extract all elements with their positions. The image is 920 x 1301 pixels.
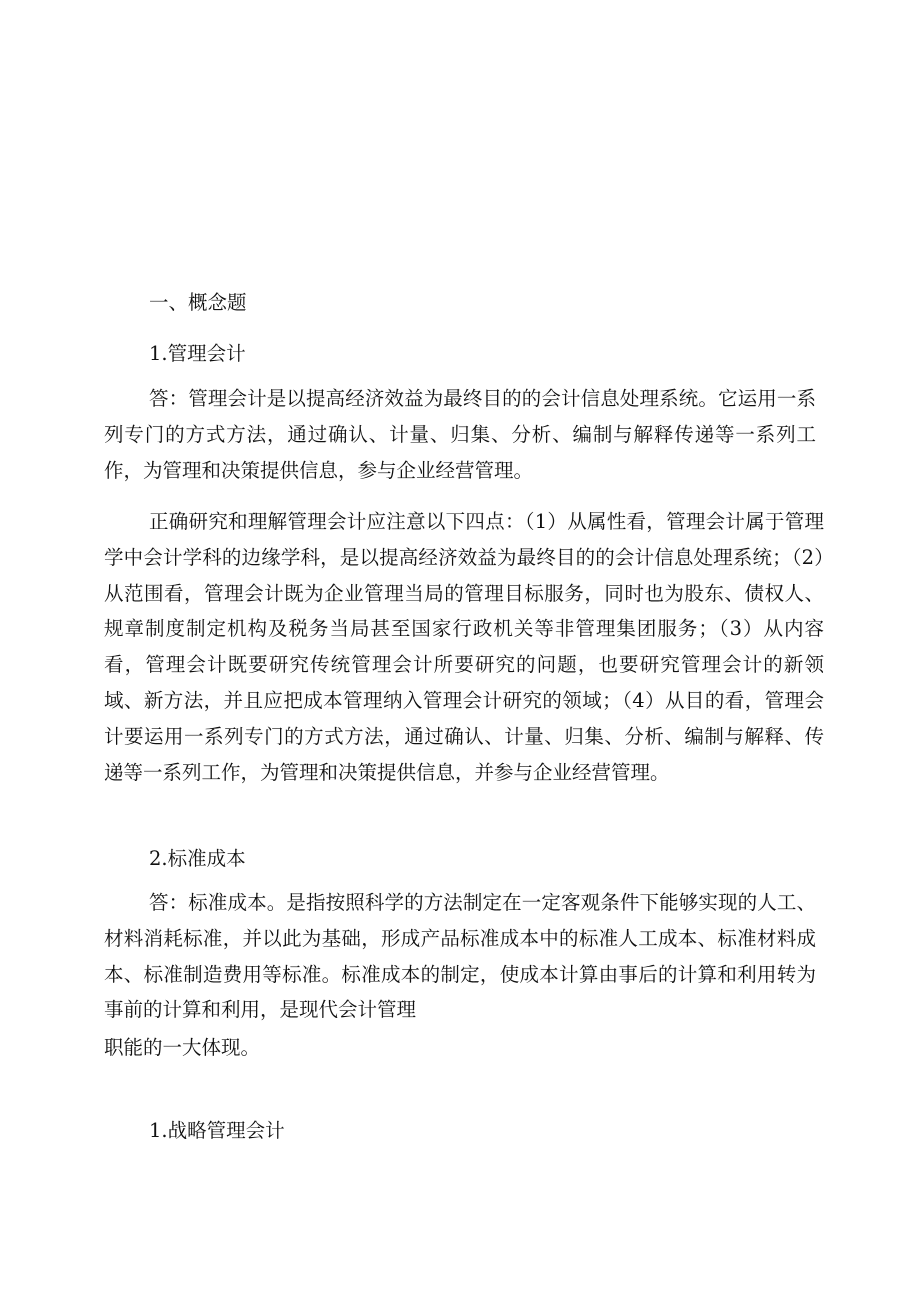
item-title-standard-cost: 2.标准成本 [149,847,246,870]
explanation-management-accounting: 正确研究和理解管理会计应注意以下四点：（1）从属性看，管理会计属于管理学中会计学科的边缘学科，是以提高经济效益为最终目的的会计信息处理系统；（2）从范围看，管理会计既为企业管理当局的管理目标服务，同时也为股东、债权人、规章制度制定机构及税务当局甚至国家行政机关等非管理集团服务；（3）从内容看，管理会计既要研究传统管理会计所要研究的问题，也要研究管理会计的新领域、新方法，并且应把成本管理纳入管理会计研究的领域；（4）从目的看，管理会计要运用一系列专门的方式方法，通过确认、计量、归集、分析、编制与解释、传递等一系列工作，为管理和决策提供信息，并参与企业经营管理。 [104,510,824,784]
answer-standard-cost: 答：标准成本。是指按照科学的方法制定在一定客观条件下能够实现的人工、材料消耗标准，并以此为基础，形成产品标准成本中的标准人工成本、标准材料成本、标准制造费用等标准。标准成本的制定，使成本计算由事后的计算和利用转为事前的计算和利用，是现代会计管理 [104,891,816,1022]
item-title-management-accounting: 1.管理会计 [149,342,246,365]
item-title-strategic-management-accounting: 1.战略管理会计 [149,1119,285,1142]
answer-management-accounting: 答：管理会计是以提高经济效益为最终目的的会计信息处理系统。它运用一系列专门的方式方法，通过确认、计量、归集、分析、编制与解释传递等一系列工作，为管理和决策提供信息，参与企业经营管理。 [104,387,816,482]
answer-standard-cost-tail: 职能的一大体现。 [104,1036,261,1059]
section-heading: 一、概念题 [149,291,247,314]
